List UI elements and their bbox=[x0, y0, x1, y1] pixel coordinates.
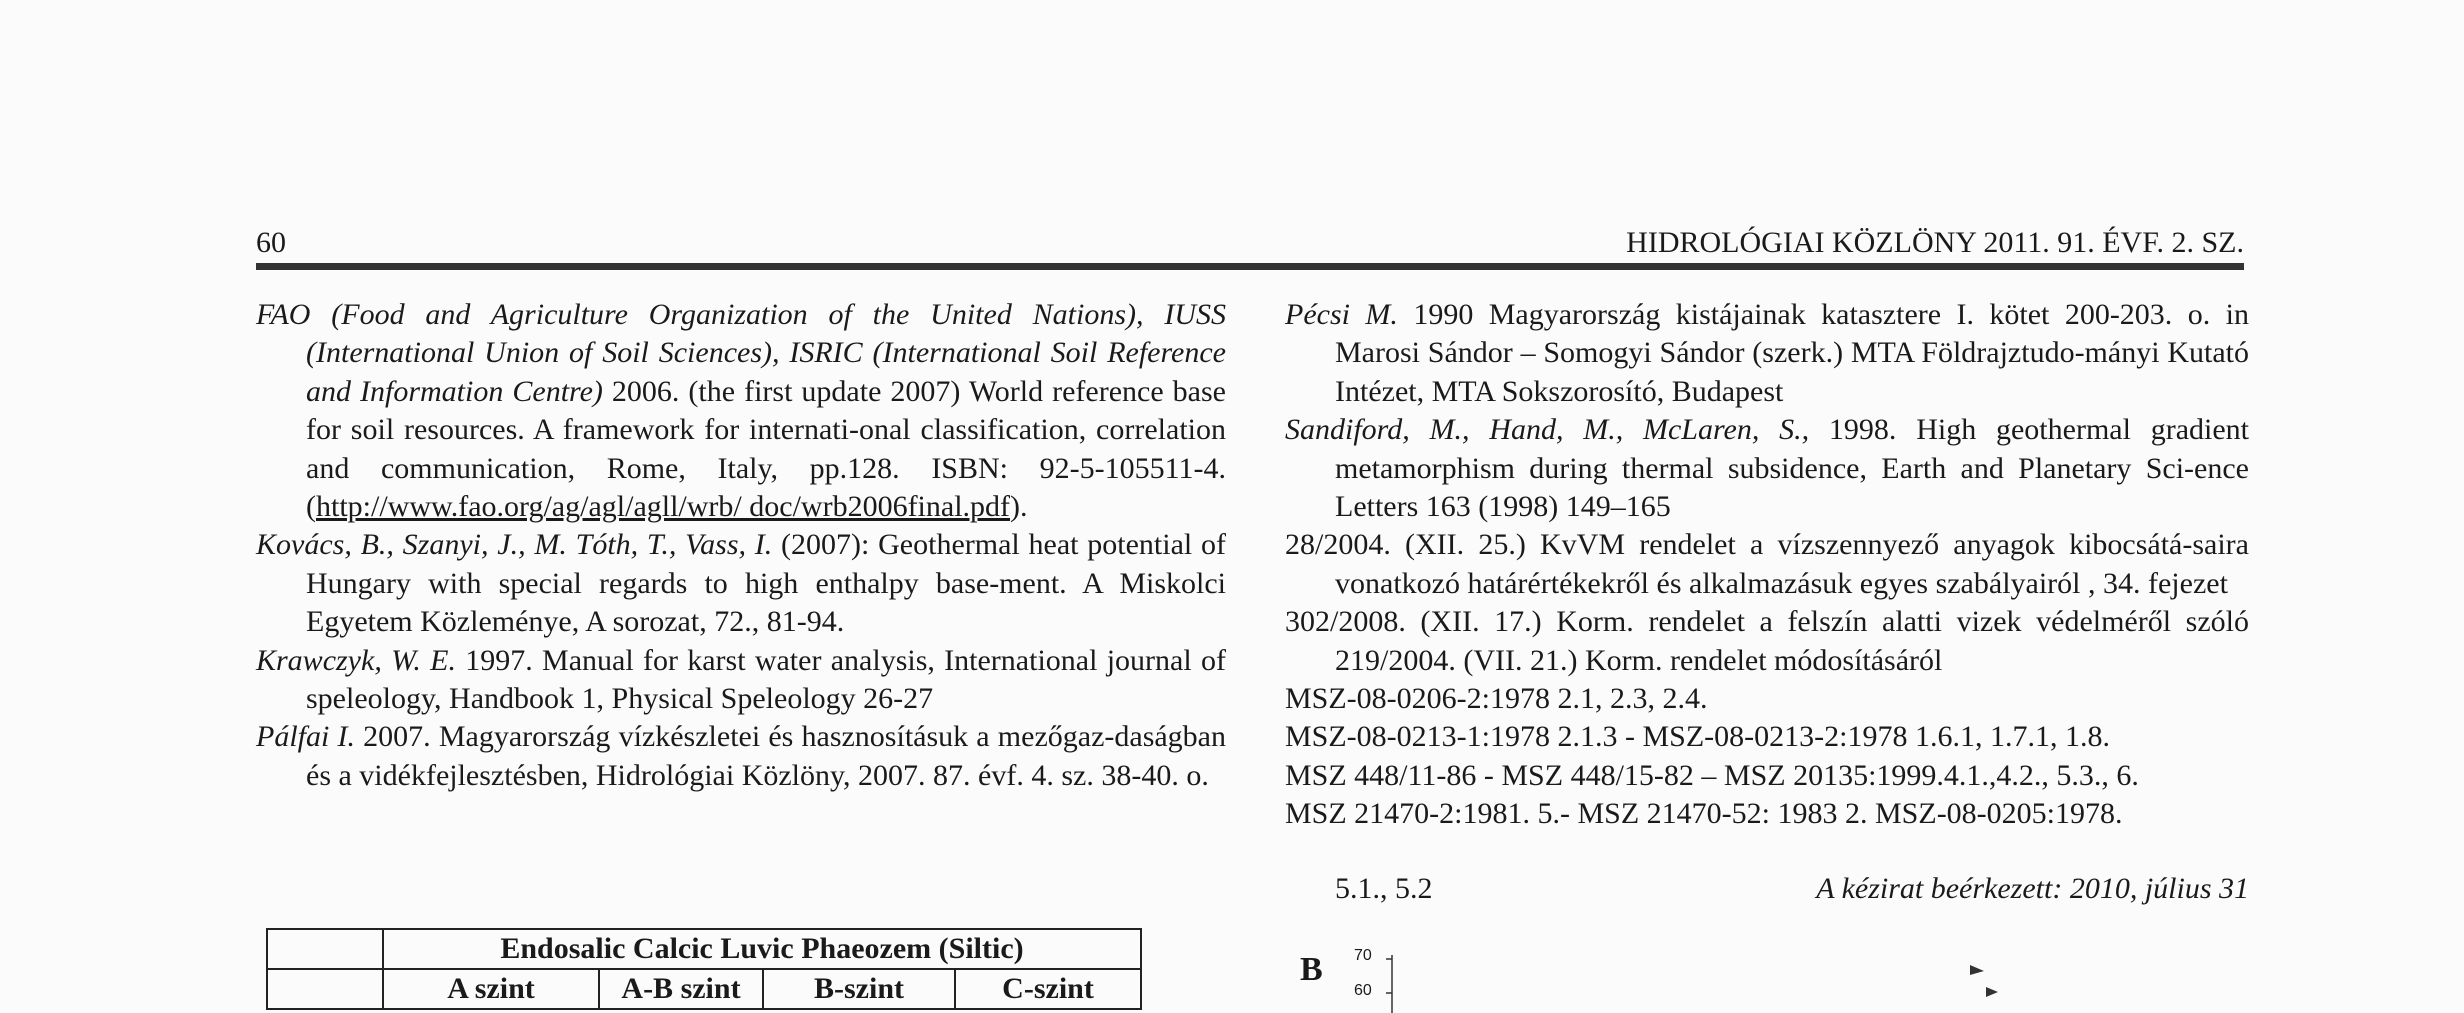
table-corner-cell bbox=[267, 969, 383, 1009]
table-column-header: A szint bbox=[383, 969, 599, 1009]
table-row bbox=[267, 969, 1141, 1009]
reference-item bbox=[1285, 411, 2249, 526]
reference-text: 2006. (the first update 2007) World reference base for soil resources. A framework for internati-onal classification, correlation and communication, Rome, Italy, pp.128. ISBN: 92-5-105511-4. ( bbox=[306, 374, 1226, 524]
y-tick-label: 70 bbox=[1354, 947, 1372, 964]
manuscript-received-note: A kézirat beérkezett: 2010, július 31 bbox=[1816, 872, 2249, 905]
table-title: Endosalic Calcic Luvic Phaeozem (Siltic) bbox=[383, 929, 1141, 969]
journal-title: HIDROLÓGIAI KÖZLÖNY 2011. 91. ÉVF. 2. SZ. bbox=[1626, 226, 2244, 259]
reference-item bbox=[256, 718, 1226, 795]
reference-item bbox=[1285, 526, 2249, 603]
reference-item bbox=[256, 296, 1226, 526]
reference-item bbox=[256, 526, 1226, 641]
reference-item bbox=[1285, 296, 2249, 411]
reference-authors: Kovács, B., Szanyi, J., M. Tóth, T., Vass, I. bbox=[256, 528, 773, 562]
table-column-header: A-B szint bbox=[599, 969, 763, 1009]
reference-text: 1990 Magyarország kistájainak katasztere I. kötet 200-203. o. in Marosi Sándor – Somogyi Sándor (szerk.) MTA Földrajztudo-mányi Kutató Intézet, MTA Sokszorosító, Budapest bbox=[1335, 298, 2249, 408]
reference-authors: Pálfai I. bbox=[256, 720, 355, 754]
reference-item bbox=[1285, 757, 2249, 795]
reference-tail: ). bbox=[1010, 490, 1028, 524]
reference-text: MSZ 448/11-86 - MSZ 448/15-82 – MSZ 20135:1999.4.1.,4.2., 5.3., 6. bbox=[1285, 758, 2139, 792]
reference-continuation: 5.1., 5.2 bbox=[1335, 872, 1433, 905]
reference-authors: FAO (Food and Agriculture Organization of the United Nations), IUSS (International Union of Soil Sciences), ISRIC (International Soil Reference and Information Centre) bbox=[256, 298, 1226, 408]
figure-b bbox=[1300, 945, 2020, 1013]
reference-item bbox=[1285, 680, 2249, 718]
reference-link[interactable]: http://www.fao.org/ag/agl/agll/wrb/ doc/wrb2006final.pdf bbox=[316, 490, 1011, 524]
y-tick-label: 60 bbox=[1354, 982, 1372, 999]
figure-plot bbox=[1300, 945, 2020, 1013]
table-column-header: B-szint bbox=[763, 969, 955, 1009]
right-references-column bbox=[1285, 296, 2249, 834]
table-column-header: C-szint bbox=[955, 969, 1141, 1009]
reference-text: 2007. Magyarország vízkészletei és hasznosításuk a mezőgaz-daságban és a vidékfejlesztésben, Hidrológiai Közlöny, 2007. 87. évf. 4. sz. 38-40. o. bbox=[306, 720, 1226, 792]
table-corner-cell bbox=[267, 929, 383, 969]
left-references-column bbox=[256, 296, 1226, 795]
reference-item bbox=[1285, 718, 2249, 756]
reference-text: MSZ 21470-2:1981. 5.- MSZ 21470-52: 1983 2. MSZ-08-0205:1978. bbox=[1285, 797, 2123, 831]
page-header bbox=[256, 226, 2244, 266]
reference-item bbox=[256, 642, 1226, 719]
reference-item bbox=[1285, 603, 2249, 680]
reference-text: 28/2004. (XII. 25.) KvVM rendelet a vízszennyező anyagok kibocsátá-saira vonatkozó határértékekről és alkalmazásuk egyes szabályairól , 34. fejezet bbox=[1285, 528, 2249, 600]
reference-text: 1997. Manual for karst water analysis, International journal of speleology, Handbook 1, Physical Speleology 26-27 bbox=[306, 643, 1226, 716]
data-point-marker bbox=[1986, 987, 1998, 997]
reference-authors: Krawczyk, W. E. bbox=[256, 643, 456, 677]
reference-authors: Pécsi M. bbox=[1285, 298, 1398, 331]
reference-item bbox=[1285, 795, 2249, 833]
figure-label: B bbox=[1300, 951, 1323, 988]
data-point-marker bbox=[1970, 965, 1984, 975]
reference-text: 1998. High geothermal gradient metamorphism during thermal subsidence, Earth and Planetary Sci-ence Letters 163 (1998) 149–165 bbox=[1335, 413, 2250, 524]
header-rule bbox=[256, 263, 2244, 270]
table-row bbox=[267, 929, 1141, 969]
received-line bbox=[1285, 872, 2249, 912]
reference-text: MSZ-08-0206-2:1978 2.1, 2.3, 2.4. bbox=[1285, 682, 1708, 716]
reference-text: 302/2008. (XII. 17.) Korm. rendelet a felszín alatti vizek védelméről szóló 219/2004. (VII. 21.) Korm. rendelet módosításáról bbox=[1285, 605, 2249, 677]
page-number: 60 bbox=[256, 226, 286, 259]
soil-horizon-table bbox=[266, 928, 1142, 1010]
reference-text: MSZ-08-0213-1:1978 2.1.3 - MSZ-08-0213-2:1978 1.6.1, 1.7.1, 1.8. bbox=[1285, 720, 2110, 754]
reference-authors: Sandiford, M., Hand, M., McLaren, S., bbox=[1285, 413, 1810, 447]
reference-text: (2007): Geothermal heat potential of Hungary with special regards to high enthalpy base-ment. A Miskolci Egyetem Közleménye, A sorozat, 72., 81-94. bbox=[306, 528, 1226, 639]
